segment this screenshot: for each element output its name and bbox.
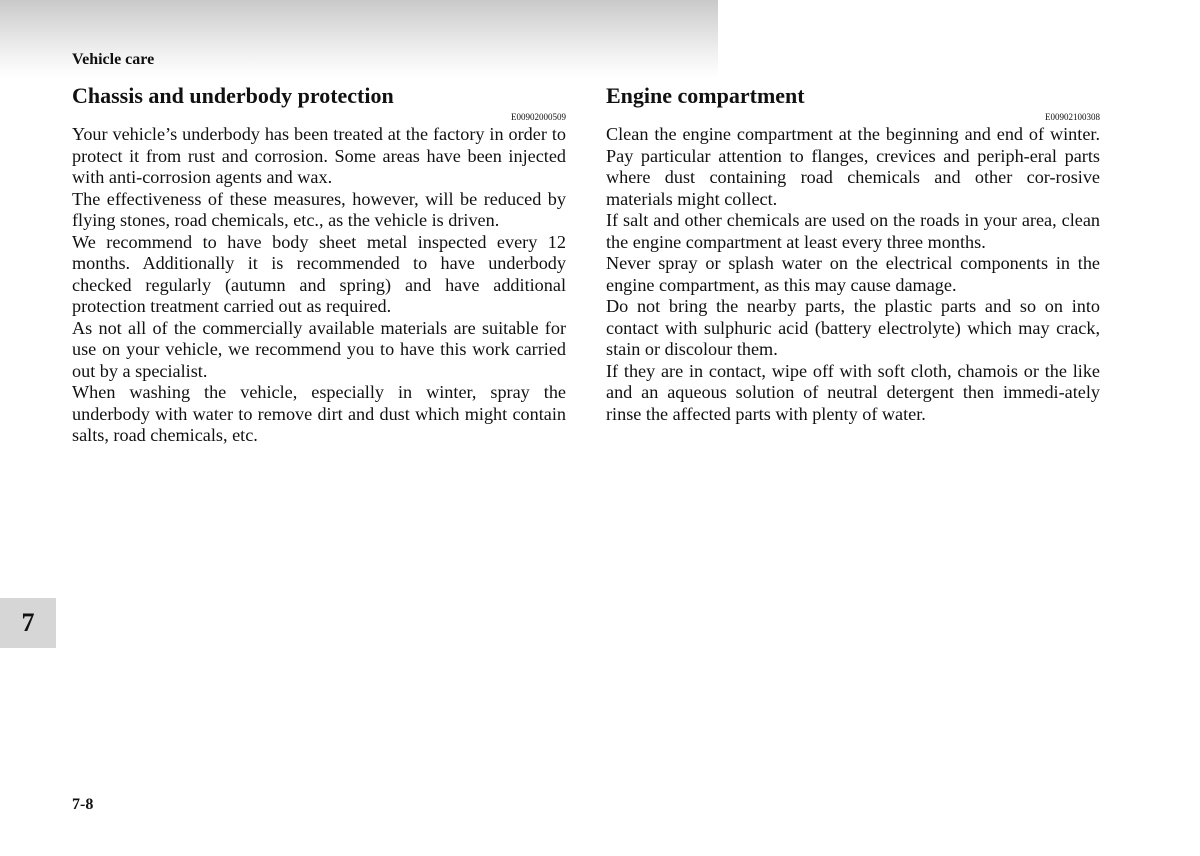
chapter-number: 7 [21,608,35,637]
engine-compartment-title: Engine compartment [606,83,805,108]
paragraph: Never spray or splash water on the electrical components in the engine compartment, as this may cause damage. [606,253,1100,295]
paragraph: As not all of the commercially available materials are suitable for use on your vehicle, we recommend you to have this work carried out by a specialist. [72,317,566,381]
chapter-tab [0,598,56,648]
page-number: 7-8 [72,796,94,813]
engine-compartment-code: E00902100308 [1045,112,1100,122]
paragraph: We recommend to have body sheet metal inspected every 12 months. Additionally it is recommended to have underbody checked regularly (autumn and spring) and have additional protection treatment carried out as required. [72,231,566,316]
paragraph: The effectiveness of these measures, however, will be reduced by flying stones, road chemicals, etc., as the vehicle is driven. [72,188,566,230]
chassis-protection-body [72,124,566,447]
paragraph: If salt and other chemicals are used on the roads in your area, clean the engine compartment at least every three months. [606,210,1100,252]
chassis-protection-title: Chassis and underbody protection [72,83,394,108]
paragraph: When washing the vehicle, especially in winter, spray the underbody with water to remove dirt and dust which might contain salts, road chemicals, etc. [72,382,566,445]
paragraph: Do not bring the nearby parts, the plastic parts and so on into contact with sulphuric acid (battery electrolyte) which may crack, stain or discolour them. [606,296,1100,359]
paragraph: If they are in contact, wipe off with soft cloth, chamois or the like and an aqueous solution of neutral detergent then immedi-ately rinse the affected parts with plenty of water. [606,360,1100,424]
paragraph: Clean the engine compartment at the beginning and end of winter. Pay particular attention to flanges, crevices and periph-eral parts where dust containing road chemicals and other cor-rosive materials might collect. [606,124,1100,209]
engine-compartment-section [606,82,1100,425]
chassis-protection-section [72,82,566,447]
paragraph: Your vehicle’s underbody has been treated at the factory in order to protect it from rust and corrosion. Some areas have been injected with anti-corrosion agents and wax. [72,124,566,187]
engine-compartment-body [606,124,1100,425]
section-label: Vehicle care [72,51,155,68]
chassis-protection-code: E00902000509 [511,112,566,122]
